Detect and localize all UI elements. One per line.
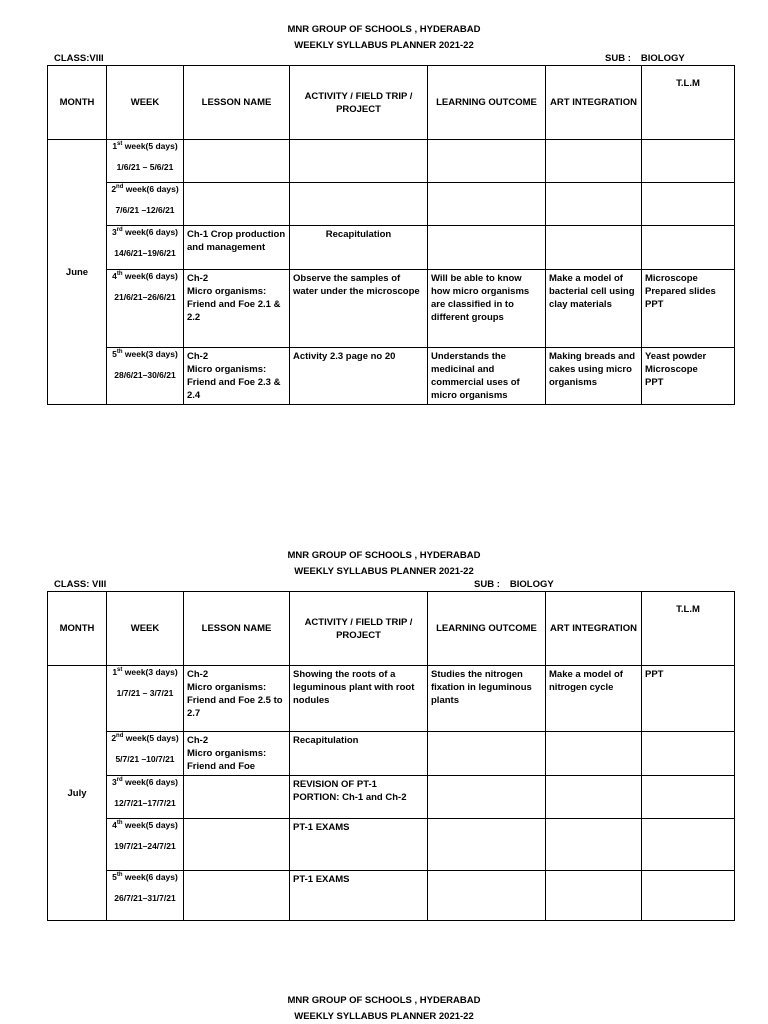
week-dates: 1/7/21 – 3/7/21 — [116, 688, 174, 698]
lesson-cell — [184, 183, 290, 226]
art-text: Making breads and cakes using micro organisms — [549, 351, 636, 388]
week-number: 1 — [112, 667, 118, 677]
week-cell — [107, 776, 184, 819]
activity-cell — [290, 666, 428, 732]
header-art-integration: ART INTEGRATION — [546, 66, 642, 140]
week-number: 5 — [112, 872, 117, 882]
lesson-text: Ch-2 Micro organisms: Friend and Foe 2.5 to 2.7 — [187, 669, 283, 719]
art-cell — [546, 226, 642, 270]
subject-line — [474, 579, 554, 590]
activity-cell — [290, 871, 428, 921]
week-days: week(6 days) — [122, 271, 178, 281]
table-header-row — [48, 66, 735, 140]
table-row — [48, 819, 735, 871]
outcome-cell — [428, 348, 546, 405]
week-ordinal: st — [117, 141, 123, 148]
week-label — [110, 819, 180, 831]
activity-cell — [290, 819, 428, 871]
week-ordinal: nd — [116, 184, 124, 191]
week-label — [110, 871, 180, 883]
week-days: week(3 days) — [122, 667, 178, 677]
week-days: week(6 days) — [122, 777, 178, 787]
week-dates: 5/7/21 –10/7/21 — [115, 754, 175, 764]
activity-text: Activity 2.3 page no 20 — [293, 351, 396, 362]
art-cell — [546, 776, 642, 819]
week-days: week(5 days) — [123, 733, 179, 743]
class-label: CLASS: VIII — [54, 579, 107, 590]
table-row — [48, 776, 735, 819]
tlm-text: PPT — [645, 669, 664, 680]
outcome-cell — [428, 871, 546, 921]
week-dates: 21/6/21–26/6/21 — [114, 292, 176, 302]
tlm-text: Yeast powder Microscope PPT — [645, 351, 707, 388]
school-name: MNR GROUP OF SCHOOLS , HYDERABAD — [287, 995, 481, 1006]
activity-text: Showing the roots of a leguminous plant with root nodules — [293, 669, 415, 706]
tlm-cell — [642, 666, 735, 732]
activity-cell — [290, 140, 428, 183]
school-name: MNR GROUP OF SCHOOLS , HYDERABAD — [287, 24, 481, 35]
lesson-cell — [184, 776, 290, 819]
subject-name: BIOLOGY — [509, 579, 554, 590]
header-activity: ACTIVITY / FIELD TRIP / PROJECT — [290, 592, 428, 666]
table-row — [48, 348, 735, 405]
week-cell — [107, 871, 184, 921]
art-text: Make a model of nitrogen cycle — [549, 669, 623, 693]
outcome-cell — [428, 140, 546, 183]
week-number: 3 — [111, 227, 117, 237]
school-name: MNR GROUP OF SCHOOLS , HYDERABAD — [287, 550, 481, 561]
week-number: 3 — [111, 777, 117, 787]
art-cell — [546, 732, 642, 776]
tlm-cell — [642, 183, 735, 226]
week-number: 5 — [112, 349, 117, 359]
subject-label: SUB : — [474, 579, 500, 590]
week-days: week(5 days) — [122, 820, 178, 830]
week-cell — [107, 348, 184, 405]
week-label — [110, 140, 180, 152]
subject-line — [605, 53, 685, 64]
art-cell — [546, 183, 642, 226]
outcome-cell — [428, 776, 546, 819]
tlm-cell — [642, 819, 735, 871]
week-days: week(5 days) — [122, 141, 178, 151]
tlm-cell — [642, 226, 735, 270]
week-cell — [107, 819, 184, 871]
header-week: WEEK — [107, 592, 184, 666]
table-row — [48, 871, 735, 921]
header-month: MONTH — [48, 66, 107, 140]
lesson-text: Ch-1 Crop production and management — [187, 229, 286, 253]
week-ordinal: th — [116, 271, 123, 278]
header-lesson-name: LESSON NAME — [184, 66, 290, 140]
art-cell — [546, 348, 642, 405]
outcome-text: Understands the medicinal and commercial uses of micro organisms — [431, 351, 520, 401]
subject-name: BIOLOGY — [640, 53, 685, 64]
art-cell — [546, 666, 642, 732]
class-label: CLASS:VIII — [54, 53, 104, 64]
week-label — [110, 666, 180, 678]
activity-cell — [290, 732, 428, 776]
week-number: 4 — [112, 271, 117, 281]
header-art-integration: ART INTEGRATION — [546, 592, 642, 666]
activity-cell — [290, 183, 428, 226]
header-learning-outcome: LEARNING OUTCOME — [428, 592, 546, 666]
tlm-text: Microscope Prepared slides PPT — [645, 273, 716, 310]
week-cell — [107, 183, 184, 226]
lesson-cell — [184, 819, 290, 871]
tlm-cell — [642, 140, 735, 183]
planner-title: WEEKLY SYLLABUS PLANNER 2021-22 — [294, 566, 474, 577]
month-cell: June — [48, 140, 107, 405]
week-label — [110, 776, 180, 788]
lesson-cell — [184, 871, 290, 921]
week-days: week(3 days) — [122, 349, 178, 359]
week-ordinal: nd — [116, 733, 124, 740]
week-ordinal: th — [116, 820, 123, 827]
tlm-cell — [642, 348, 735, 405]
outcome-cell — [428, 666, 546, 732]
subject-label: SUB : — [605, 53, 631, 64]
july-syllabus-table — [47, 591, 735, 921]
june-syllabus-table — [47, 65, 735, 405]
week-cell — [107, 270, 184, 348]
activity-text: Observe the samples of water under the microscope — [293, 273, 420, 297]
table-row — [48, 140, 735, 183]
table-row — [48, 183, 735, 226]
week-dates: 19/7/21–24/7/21 — [114, 841, 176, 851]
week-dates: 1/6/21 – 5/6/21 — [116, 162, 174, 172]
table-row — [48, 270, 735, 348]
lesson-cell — [184, 226, 290, 270]
table-header-row — [48, 592, 735, 666]
week-dates: 26/7/21–31/7/21 — [114, 893, 176, 903]
activity-cell — [290, 348, 428, 405]
activity-text: Recapitulation — [325, 229, 392, 240]
week-label — [110, 348, 180, 360]
week-number: 2 — [111, 733, 117, 743]
header-week: WEEK — [107, 66, 184, 140]
week-ordinal: th — [116, 872, 123, 879]
art-cell — [546, 871, 642, 921]
week-label — [110, 732, 180, 744]
week-ordinal: rd — [116, 777, 123, 784]
lesson-cell — [184, 348, 290, 405]
table-row — [48, 732, 735, 776]
tlm-cell — [642, 732, 735, 776]
activity-text: Recapitulation — [293, 735, 359, 746]
art-cell — [546, 270, 642, 348]
month-cell: July — [48, 666, 107, 921]
activity-cell — [290, 226, 428, 270]
week-ordinal: rd — [116, 227, 123, 234]
lesson-text: Ch-2 Micro organisms: Friend and Foe 2.1 & 2.2 — [187, 273, 281, 323]
header-month: MONTH — [48, 592, 107, 666]
week-cell — [107, 226, 184, 270]
tlm-cell — [642, 776, 735, 819]
week-dates: 12/7/21–17/7/21 — [114, 798, 176, 808]
week-ordinal: st — [117, 667, 123, 674]
lesson-cell — [184, 666, 290, 732]
table-row — [48, 666, 735, 732]
week-dates: 28/6/21–30/6/21 — [114, 370, 176, 380]
planner-title: WEEKLY SYLLABUS PLANNER 2021-22 — [294, 1011, 474, 1022]
week-dates: 14/6/21–19/6/21 — [114, 248, 176, 258]
week-cell — [107, 732, 184, 776]
week-cell — [107, 140, 184, 183]
tlm-cell — [642, 871, 735, 921]
outcome-cell — [428, 819, 546, 871]
week-days: week(6 days) — [122, 227, 178, 237]
lesson-text: Ch-2 Micro organisms: Friend and Foe — [187, 735, 267, 772]
activity-cell — [290, 776, 428, 819]
week-label — [110, 226, 180, 238]
tlm-cell — [642, 270, 735, 348]
week-number: 2 — [111, 184, 117, 194]
week-days: week(6 days) — [123, 184, 179, 194]
week-number: 4 — [112, 820, 117, 830]
art-text: Make a model of bacterial cell using clay materials — [549, 273, 635, 310]
header-tlm: T.L.M — [642, 592, 735, 666]
art-cell — [546, 819, 642, 871]
lesson-cell — [184, 140, 290, 183]
header-learning-outcome: LEARNING OUTCOME — [428, 66, 546, 140]
week-label — [110, 183, 180, 195]
activity-cell — [290, 270, 428, 348]
lesson-cell — [184, 732, 290, 776]
activity-text: REVISION OF PT-1 PORTION: Ch-1 and Ch-2 — [293, 779, 407, 803]
outcome-text: Studies the nitrogen fixation in leguminous plants — [431, 669, 532, 706]
outcome-cell — [428, 183, 546, 226]
outcome-text: Will be able to know how micro organisms are classified in to different groups — [431, 273, 530, 323]
header-lesson-name: LESSON NAME — [184, 592, 290, 666]
outcome-cell — [428, 226, 546, 270]
activity-text: PT-1 EXAMS — [293, 822, 350, 833]
outcome-cell — [428, 732, 546, 776]
lesson-text: Ch-2 Micro organisms: Friend and Foe 2.3 & 2.4 — [187, 351, 281, 401]
header-activity: ACTIVITY / FIELD TRIP / PROJECT — [290, 66, 428, 140]
week-ordinal: th — [116, 349, 123, 356]
header-tlm: T.L.M — [642, 66, 735, 140]
lesson-cell — [184, 270, 290, 348]
activity-text: PT-1 EXAMS — [293, 874, 350, 885]
week-label — [110, 270, 180, 282]
week-dates: 7/6/21 –12/6/21 — [115, 205, 175, 215]
table-row — [48, 226, 735, 270]
planner-title: WEEKLY SYLLABUS PLANNER 2021-22 — [294, 40, 474, 51]
week-days: week(6 days) — [122, 872, 178, 882]
week-cell — [107, 666, 184, 732]
art-cell — [546, 140, 642, 183]
outcome-cell — [428, 270, 546, 348]
week-number: 1 — [112, 141, 118, 151]
